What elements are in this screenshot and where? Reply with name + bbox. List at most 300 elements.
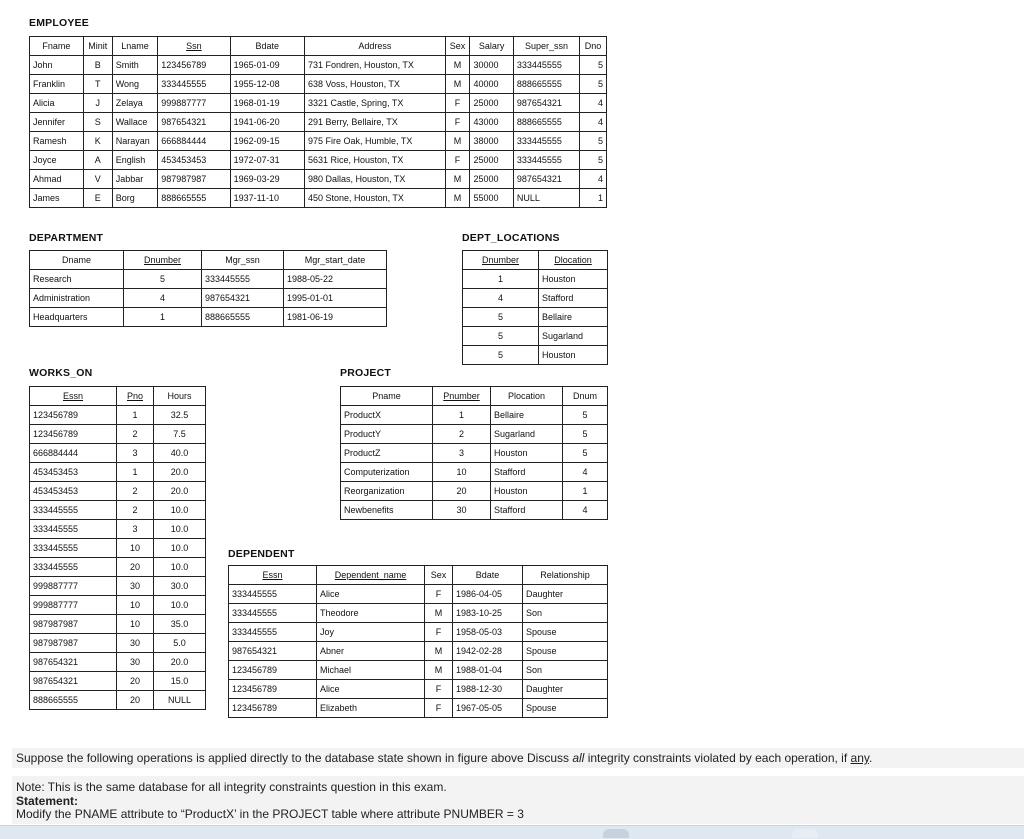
dependent-cell: 1942-02-28 bbox=[453, 642, 523, 661]
department-column-header: Dname bbox=[30, 251, 124, 270]
project-cell: 20 bbox=[433, 482, 491, 501]
employee-cell: 1969-03-29 bbox=[230, 170, 304, 189]
department-cell: 4 bbox=[124, 289, 202, 308]
employee-cell: Joyce bbox=[30, 151, 84, 170]
department-cell: Administration bbox=[30, 289, 124, 308]
employee-cell: 4 bbox=[580, 170, 607, 189]
department-title: DEPARTMENT bbox=[29, 232, 104, 244]
dependent-cell: 1986-04-05 bbox=[453, 585, 523, 604]
dept-locations-cell: 5 bbox=[463, 346, 539, 365]
department-cell: 1988-05-22 bbox=[284, 270, 387, 289]
works-on-column-header: Essn bbox=[30, 387, 117, 406]
department-column-header: Mgr_ssn bbox=[202, 251, 284, 270]
project-table bbox=[340, 386, 608, 520]
dept-locations-cell: Stafford bbox=[539, 289, 608, 308]
works-on-cell: 999887777 bbox=[30, 577, 117, 596]
dept-locations-cell: Houston bbox=[539, 346, 608, 365]
department-row bbox=[30, 270, 387, 289]
dept-locations-cell: 5 bbox=[463, 308, 539, 327]
works-on-cell: 2 bbox=[117, 482, 154, 501]
dependent-column-header: Bdate bbox=[453, 566, 523, 585]
prompt-text-pre: Suppose the following operations is applied directly to the database state shown in figure above Discuss bbox=[16, 751, 573, 765]
works-on-cell: 40.0 bbox=[154, 444, 206, 463]
employee-cell: Ahmad bbox=[30, 170, 84, 189]
project-cell: Houston bbox=[491, 444, 563, 463]
dependent-cell: Spouse bbox=[523, 623, 608, 642]
works-on-row bbox=[30, 577, 206, 596]
department-cell: 987654321 bbox=[202, 289, 284, 308]
works-on-cell: 20 bbox=[117, 691, 154, 710]
employee-column-header: Super_ssn bbox=[513, 37, 579, 56]
dependent-cell: Daughter bbox=[523, 585, 608, 604]
employee-cell: Borg bbox=[112, 189, 157, 208]
works-on-cell: 10.0 bbox=[154, 596, 206, 615]
works-on-row bbox=[30, 596, 206, 615]
employee-cell: 5 bbox=[580, 151, 607, 170]
works-on-cell: 2 bbox=[117, 425, 154, 444]
employee-cell: 333445555 bbox=[513, 132, 579, 151]
prompt-text-mid: integrity constraints violated by each operation, if bbox=[584, 751, 851, 765]
employee-cell: 888665555 bbox=[158, 189, 230, 208]
works-on-cell: 333445555 bbox=[30, 539, 117, 558]
dependent-cell: Abner bbox=[317, 642, 425, 661]
dependent-column-header: Essn bbox=[229, 566, 317, 585]
employee-cell: 333445555 bbox=[513, 151, 579, 170]
dependent-cell: Son bbox=[523, 604, 608, 623]
prompt-text-end: . bbox=[868, 751, 873, 765]
dependent-cell: Daughter bbox=[523, 680, 608, 699]
dependent-cell: 123456789 bbox=[229, 699, 317, 718]
employee-cell: John bbox=[30, 56, 84, 75]
project-header-row bbox=[341, 387, 608, 406]
department-cell: 5 bbox=[124, 270, 202, 289]
employee-cell: 25000 bbox=[470, 94, 513, 113]
employee-cell: James bbox=[30, 189, 84, 208]
works-on-cell: 3 bbox=[117, 444, 154, 463]
employee-title: EMPLOYEE bbox=[29, 17, 89, 29]
works-on-table bbox=[29, 386, 206, 710]
dependent-column-header: Relationship bbox=[523, 566, 608, 585]
dependent-cell: Joy bbox=[317, 623, 425, 642]
employee-cell: NULL bbox=[513, 189, 579, 208]
project-cell: Newbenefits bbox=[341, 501, 433, 520]
employee-cell: 43000 bbox=[470, 113, 513, 132]
works-on-cell: 20.0 bbox=[154, 653, 206, 672]
works-on-cell: 1 bbox=[117, 463, 154, 482]
department-row bbox=[30, 308, 387, 327]
employee-table bbox=[29, 36, 607, 208]
project-cell: Reorganization bbox=[341, 482, 433, 501]
dependent-cell: Theodore bbox=[317, 604, 425, 623]
works-on-cell: 30 bbox=[117, 634, 154, 653]
employee-cell: 975 Fire Oak, Humble, TX bbox=[305, 132, 446, 151]
employee-cell: 333445555 bbox=[513, 56, 579, 75]
employee-cell: J bbox=[83, 94, 112, 113]
department-cell: 1981-06-19 bbox=[284, 308, 387, 327]
employee-cell: 4 bbox=[580, 94, 607, 113]
employee-cell: 453453453 bbox=[158, 151, 230, 170]
employee-cell: B bbox=[83, 56, 112, 75]
works-on-cell: 987654321 bbox=[30, 672, 117, 691]
works-on-cell: 35.0 bbox=[154, 615, 206, 634]
project-cell: 10 bbox=[433, 463, 491, 482]
employee-column-header: Lname bbox=[112, 37, 157, 56]
dependent-cell: Alice bbox=[317, 585, 425, 604]
employee-cell: M bbox=[445, 75, 470, 94]
employee-cell: M bbox=[445, 189, 470, 208]
employee-cell: Ramesh bbox=[30, 132, 84, 151]
employee-cell: 980 Dallas, Houston, TX bbox=[305, 170, 446, 189]
project-title: PROJECT bbox=[340, 367, 391, 379]
department-cell: 333445555 bbox=[202, 270, 284, 289]
department-column-header: Dnumber bbox=[124, 251, 202, 270]
project-cell: 2 bbox=[433, 425, 491, 444]
employee-cell: M bbox=[445, 132, 470, 151]
works-on-row bbox=[30, 501, 206, 520]
employee-cell: Jennifer bbox=[30, 113, 84, 132]
dependent-row bbox=[229, 623, 608, 642]
works-on-row bbox=[30, 406, 206, 425]
dependent-cell: M bbox=[425, 661, 453, 680]
employee-cell: 1972-07-31 bbox=[230, 151, 304, 170]
employee-cell: 1962-09-15 bbox=[230, 132, 304, 151]
works-on-row bbox=[30, 672, 206, 691]
employee-cell: V bbox=[83, 170, 112, 189]
employee-cell: 25000 bbox=[470, 170, 513, 189]
department-cell: 888665555 bbox=[202, 308, 284, 327]
employee-cell: English bbox=[112, 151, 157, 170]
employee-column-header: Dno bbox=[580, 37, 607, 56]
project-row bbox=[341, 463, 608, 482]
employee-cell: S bbox=[83, 113, 112, 132]
dept-locations-row bbox=[463, 289, 608, 308]
dept-locations-row bbox=[463, 308, 608, 327]
department-cell: Research bbox=[30, 270, 124, 289]
employee-cell: Alicia bbox=[30, 94, 84, 113]
department-column-header: Mgr_start_date bbox=[284, 251, 387, 270]
dept-locations-cell: Houston bbox=[539, 270, 608, 289]
dept-locations-row bbox=[463, 327, 608, 346]
employee-row bbox=[30, 75, 607, 94]
works-on-column-header: Pno bbox=[117, 387, 154, 406]
employee-cell: Franklin bbox=[30, 75, 84, 94]
employee-cell: A bbox=[83, 151, 112, 170]
employee-cell: Smith bbox=[112, 56, 157, 75]
department-cell: Headquarters bbox=[30, 308, 124, 327]
bottom-bar bbox=[0, 825, 1024, 839]
works-on-cell: 20 bbox=[117, 558, 154, 577]
dependent-cell: 1967-05-05 bbox=[453, 699, 523, 718]
employee-cell: 888665555 bbox=[513, 75, 579, 94]
dependent-cell: 1958-05-03 bbox=[453, 623, 523, 642]
employee-cell: Wallace bbox=[112, 113, 157, 132]
employee-cell: Jabbar bbox=[112, 170, 157, 189]
works-on-row bbox=[30, 634, 206, 653]
dependent-cell: Spouse bbox=[523, 699, 608, 718]
employee-cell: 123456789 bbox=[158, 56, 230, 75]
employee-cell: 987654321 bbox=[513, 94, 579, 113]
works-on-row bbox=[30, 425, 206, 444]
employee-cell: 291 Berry, Bellaire, TX bbox=[305, 113, 446, 132]
dept-locations-column-header: Dlocation bbox=[539, 251, 608, 270]
employee-cell: Wong bbox=[112, 75, 157, 94]
dependent-row bbox=[229, 585, 608, 604]
dependent-cell: M bbox=[425, 604, 453, 623]
prompt-text-any: any bbox=[850, 751, 869, 765]
employee-cell: 3321 Castle, Spring, TX bbox=[305, 94, 446, 113]
employee-column-header: Bdate bbox=[230, 37, 304, 56]
employee-cell: 333445555 bbox=[158, 75, 230, 94]
works-on-cell: 20.0 bbox=[154, 482, 206, 501]
employee-cell: 987654321 bbox=[513, 170, 579, 189]
dept-locations-cell: 1 bbox=[463, 270, 539, 289]
project-column-header: Dnum bbox=[563, 387, 608, 406]
employee-cell: 1 bbox=[580, 189, 607, 208]
dependent-row bbox=[229, 680, 608, 699]
project-cell: 1 bbox=[563, 482, 608, 501]
works-on-row bbox=[30, 520, 206, 539]
employee-cell: Narayan bbox=[112, 132, 157, 151]
employee-cell: 55000 bbox=[470, 189, 513, 208]
employee-cell: 5631 Rice, Houston, TX bbox=[305, 151, 446, 170]
project-cell: ProductX bbox=[341, 406, 433, 425]
question-note: Note: This is the same database for all integrity constraints question in this exam. bbox=[16, 780, 447, 794]
employee-row bbox=[30, 151, 607, 170]
employee-cell: 999887777 bbox=[158, 94, 230, 113]
project-column-header: Pnumber bbox=[433, 387, 491, 406]
employee-column-header: Ssn bbox=[158, 37, 230, 56]
dependent-cell: 333445555 bbox=[229, 623, 317, 642]
employee-cell: F bbox=[445, 151, 470, 170]
employee-cell: 40000 bbox=[470, 75, 513, 94]
works-on-cell: 20 bbox=[117, 672, 154, 691]
dependent-header-row bbox=[229, 566, 608, 585]
employee-cell: 5 bbox=[580, 56, 607, 75]
works-on-cell: 10.0 bbox=[154, 539, 206, 558]
works-on-row bbox=[30, 482, 206, 501]
project-cell: 3 bbox=[433, 444, 491, 463]
project-cell: Computerization bbox=[341, 463, 433, 482]
project-row bbox=[341, 406, 608, 425]
dependent-cell: Alice bbox=[317, 680, 425, 699]
dependent-row bbox=[229, 661, 608, 680]
works-on-cell: 10 bbox=[117, 596, 154, 615]
dependent-cell: F bbox=[425, 680, 453, 699]
employee-cell: 5 bbox=[580, 132, 607, 151]
prompt-text-em: all bbox=[572, 751, 585, 765]
dependent-cell: 123456789 bbox=[229, 680, 317, 699]
project-cell: Houston bbox=[491, 482, 563, 501]
dependent-row bbox=[229, 642, 608, 661]
employee-cell: 1968-01-19 bbox=[230, 94, 304, 113]
works-on-cell: 333445555 bbox=[30, 558, 117, 577]
works-on-cell: 453453453 bbox=[30, 463, 117, 482]
works-on-cell: 10 bbox=[117, 615, 154, 634]
employee-cell: E bbox=[83, 189, 112, 208]
dept-locations-cell: Sugarland bbox=[539, 327, 608, 346]
works-on-column-header: Hours bbox=[154, 387, 206, 406]
project-cell: Bellaire bbox=[491, 406, 563, 425]
dept-locations-row bbox=[463, 270, 608, 289]
employee-cell: 30000 bbox=[470, 56, 513, 75]
project-cell: 5 bbox=[563, 406, 608, 425]
project-row bbox=[341, 501, 608, 520]
employee-cell: 888665555 bbox=[513, 113, 579, 132]
works-on-cell: 333445555 bbox=[30, 501, 117, 520]
bottom-bar-tab-icon bbox=[792, 829, 818, 838]
employee-cell: 666884444 bbox=[158, 132, 230, 151]
employee-cell: 638 Voss, Houston, TX bbox=[305, 75, 446, 94]
employee-cell: K bbox=[83, 132, 112, 151]
employee-column-header: Fname bbox=[30, 37, 84, 56]
employee-cell: 1941-06-20 bbox=[230, 113, 304, 132]
works-on-cell: 987987987 bbox=[30, 634, 117, 653]
department-row bbox=[30, 289, 387, 308]
works-on-cell: 20.0 bbox=[154, 463, 206, 482]
works-on-cell: 333445555 bbox=[30, 520, 117, 539]
dependent-column-header: Dependent_name bbox=[317, 566, 425, 585]
works-on-cell: NULL bbox=[154, 691, 206, 710]
works-on-title: WORKS_ON bbox=[29, 367, 93, 379]
works-on-cell: 10.0 bbox=[154, 520, 206, 539]
works-on-cell: 5.0 bbox=[154, 634, 206, 653]
employee-cell: 4 bbox=[580, 113, 607, 132]
works-on-cell: 453453453 bbox=[30, 482, 117, 501]
works-on-row bbox=[30, 558, 206, 577]
dependent-cell: Spouse bbox=[523, 642, 608, 661]
employee-cell: T bbox=[83, 75, 112, 94]
project-cell: ProductY bbox=[341, 425, 433, 444]
works-on-cell: 30.0 bbox=[154, 577, 206, 596]
employee-cell: M bbox=[445, 170, 470, 189]
dept-locations-cell: 4 bbox=[463, 289, 539, 308]
dependent-cell: 1988-01-04 bbox=[453, 661, 523, 680]
dept-locations-column-header: Dnumber bbox=[463, 251, 539, 270]
employee-column-header: Sex bbox=[445, 37, 470, 56]
project-column-header: Plocation bbox=[491, 387, 563, 406]
project-row bbox=[341, 444, 608, 463]
statement-label: Statement: bbox=[16, 794, 79, 808]
department-table bbox=[29, 250, 387, 327]
employee-cell: 1955-12-08 bbox=[230, 75, 304, 94]
employee-cell: M bbox=[445, 56, 470, 75]
works-on-cell: 10.0 bbox=[154, 558, 206, 577]
project-cell: Stafford bbox=[491, 463, 563, 482]
dependent-cell: 333445555 bbox=[229, 585, 317, 604]
employee-header-row bbox=[30, 37, 607, 56]
dependent-cell: 123456789 bbox=[229, 661, 317, 680]
works-on-cell: 32.5 bbox=[154, 406, 206, 425]
employee-column-header: Minit bbox=[83, 37, 112, 56]
dependent-row bbox=[229, 604, 608, 623]
works-on-cell: 30 bbox=[117, 577, 154, 596]
project-cell: 5 bbox=[563, 444, 608, 463]
works-on-cell: 30 bbox=[117, 653, 154, 672]
employee-row bbox=[30, 113, 607, 132]
employee-cell: 25000 bbox=[470, 151, 513, 170]
works-on-cell: 15.0 bbox=[154, 672, 206, 691]
employee-cell: 38000 bbox=[470, 132, 513, 151]
project-cell: 1 bbox=[433, 406, 491, 425]
dependent-cell: 1988-12-30 bbox=[453, 680, 523, 699]
dependent-cell: M bbox=[425, 642, 453, 661]
works-on-cell: 3 bbox=[117, 520, 154, 539]
works-on-row bbox=[30, 653, 206, 672]
employee-cell: 1937-11-10 bbox=[230, 189, 304, 208]
dependent-cell: 1983-10-25 bbox=[453, 604, 523, 623]
dept-locations-cell: 5 bbox=[463, 327, 539, 346]
dependent-row bbox=[229, 699, 608, 718]
works-on-cell: 123456789 bbox=[30, 406, 117, 425]
employee-cell: F bbox=[445, 94, 470, 113]
project-cell: 5 bbox=[563, 425, 608, 444]
employee-cell: 1965-01-09 bbox=[230, 56, 304, 75]
works-on-cell: 987987987 bbox=[30, 615, 117, 634]
works-on-row bbox=[30, 691, 206, 710]
works-on-cell: 1 bbox=[117, 406, 154, 425]
project-row bbox=[341, 482, 608, 501]
employee-column-header: Address bbox=[305, 37, 446, 56]
employee-cell: 987654321 bbox=[158, 113, 230, 132]
employee-cell: F bbox=[445, 113, 470, 132]
project-column-header: Pname bbox=[341, 387, 433, 406]
project-cell: 4 bbox=[563, 463, 608, 482]
works-on-cell: 888665555 bbox=[30, 691, 117, 710]
employee-cell: 731 Fondren, Houston, TX bbox=[305, 56, 446, 75]
project-cell: Sugarland bbox=[491, 425, 563, 444]
project-cell: 4 bbox=[563, 501, 608, 520]
dependent-title: DEPENDENT bbox=[228, 548, 295, 560]
dept-locations-row bbox=[463, 346, 608, 365]
works-on-cell: 10.0 bbox=[154, 501, 206, 520]
project-cell: 30 bbox=[433, 501, 491, 520]
employee-row bbox=[30, 94, 607, 113]
project-cell: ProductZ bbox=[341, 444, 433, 463]
dept-locations-table bbox=[462, 250, 608, 365]
works-on-cell: 999887777 bbox=[30, 596, 117, 615]
dept-locations-title: DEPT_LOCATIONS bbox=[462, 232, 560, 244]
works-on-row bbox=[30, 463, 206, 482]
bottom-bar-tab-icon bbox=[603, 829, 629, 838]
employee-row bbox=[30, 56, 607, 75]
department-cell: 1995-01-01 bbox=[284, 289, 387, 308]
project-row bbox=[341, 425, 608, 444]
works-on-cell: 2 bbox=[117, 501, 154, 520]
employee-cell: 450 Stone, Houston, TX bbox=[305, 189, 446, 208]
dept-locations-cell: Bellaire bbox=[539, 308, 608, 327]
project-cell: Stafford bbox=[491, 501, 563, 520]
question-prompt bbox=[16, 751, 872, 765]
works-on-cell: 7.5 bbox=[154, 425, 206, 444]
employee-row bbox=[30, 189, 607, 208]
dependent-cell: F bbox=[425, 699, 453, 718]
employee-column-header: Salary bbox=[470, 37, 513, 56]
works-on-row bbox=[30, 539, 206, 558]
dependent-cell: Son bbox=[523, 661, 608, 680]
dept-locations-header-row bbox=[463, 251, 608, 270]
employee-cell: 987987987 bbox=[158, 170, 230, 189]
dependent-cell: 333445555 bbox=[229, 604, 317, 623]
department-header-row bbox=[30, 251, 387, 270]
works-on-cell: 123456789 bbox=[30, 425, 117, 444]
dependent-cell: Michael bbox=[317, 661, 425, 680]
works-on-row bbox=[30, 444, 206, 463]
employee-row bbox=[30, 132, 607, 151]
employee-row bbox=[30, 170, 607, 189]
works-on-cell: 666884444 bbox=[30, 444, 117, 463]
works-on-cell: 10 bbox=[117, 539, 154, 558]
employee-cell: 5 bbox=[580, 75, 607, 94]
